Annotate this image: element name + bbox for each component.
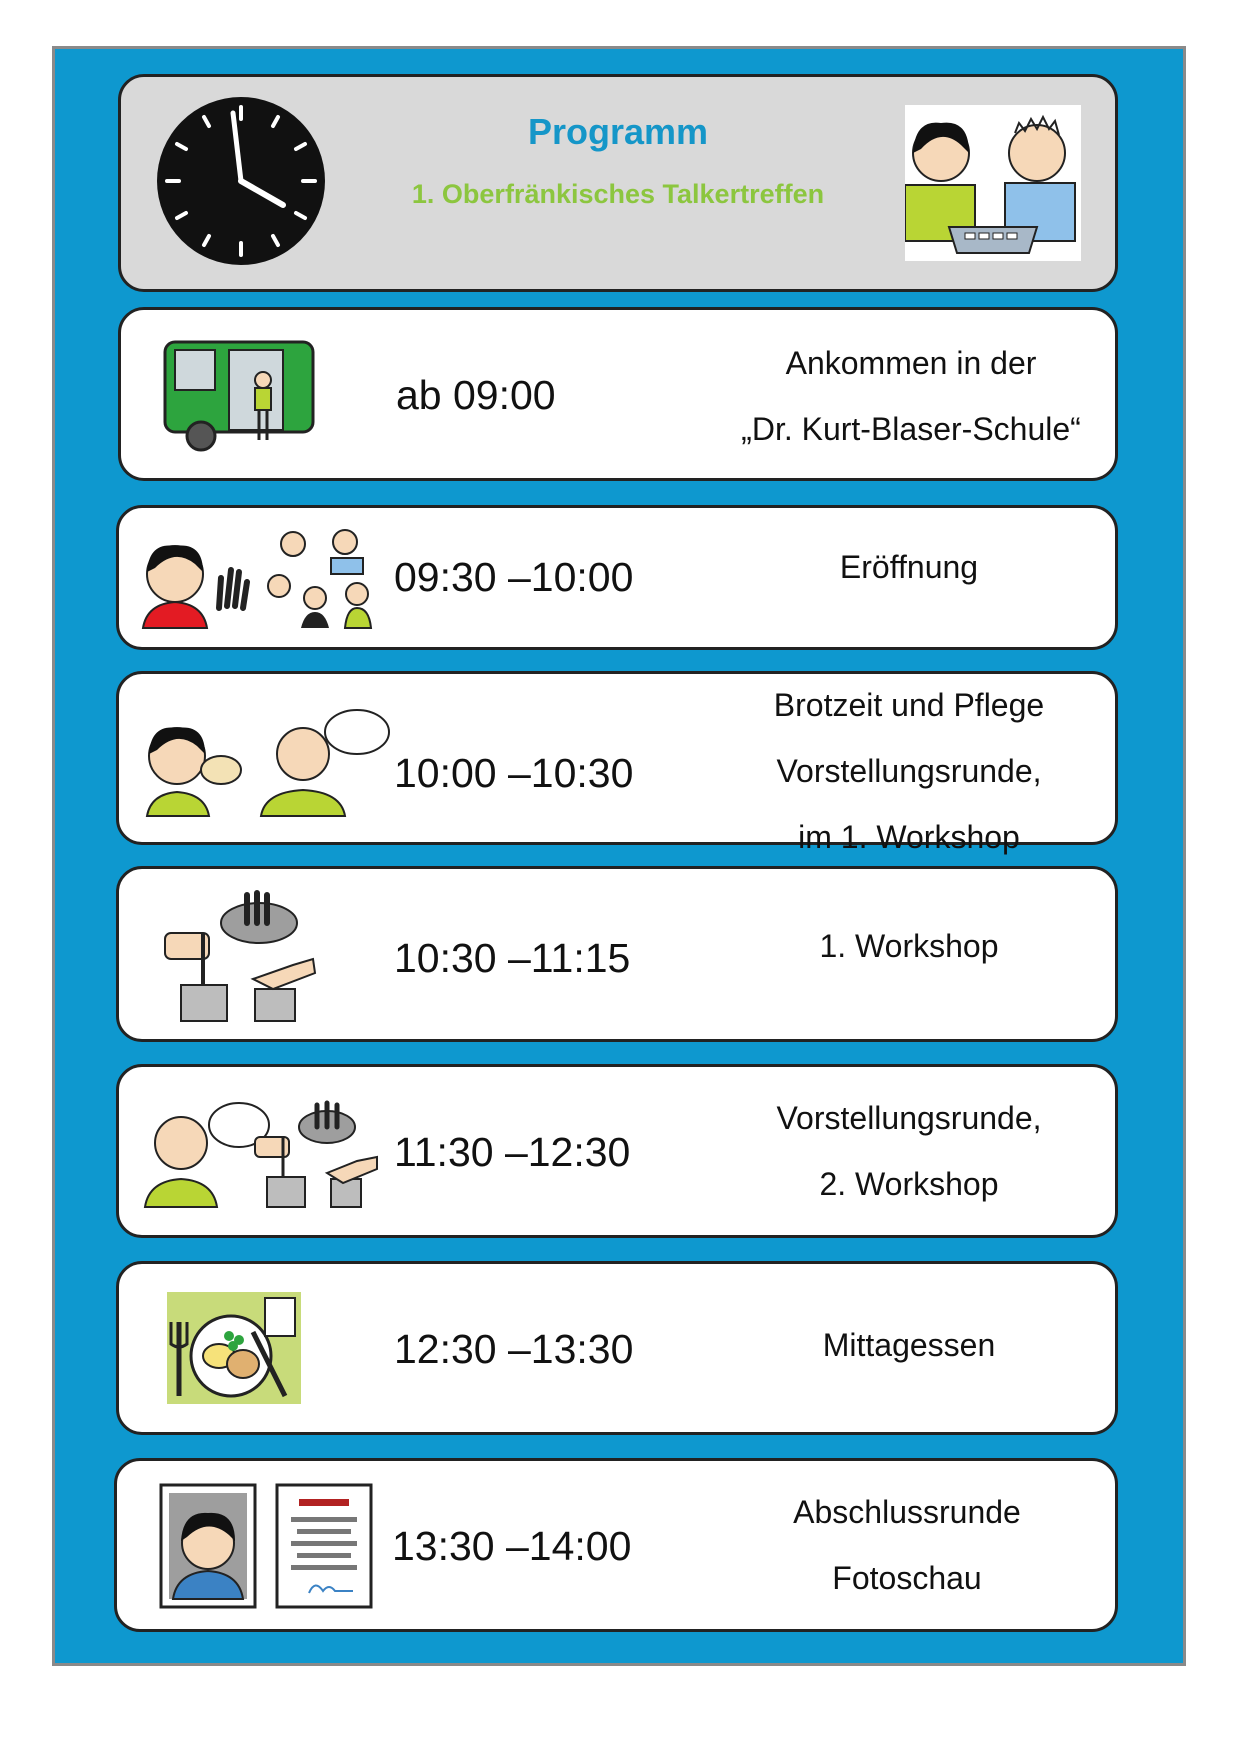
talker-people-icon <box>905 105 1081 261</box>
schedule-row <box>116 1064 1118 1238</box>
row-time: ab 09:00 <box>396 372 556 418</box>
schedule-row <box>116 866 1118 1042</box>
page-subtitle: 1. Oberfränkisches Talkertreffen <box>411 179 825 209</box>
eating-talking-icon <box>143 708 393 818</box>
row-description: 1. Workshop <box>819 928 999 964</box>
row-time: 09:30 –10:00 <box>394 554 634 600</box>
row-time: 10:00 –10:30 <box>394 750 634 796</box>
row-time: 10:30 –11:15 <box>394 935 631 981</box>
header-card <box>118 74 1118 292</box>
workshop-hands-icon <box>163 889 319 1023</box>
bus-icon <box>163 340 315 452</box>
meal-plate-icon <box>167 1292 301 1404</box>
row-description: Abschlussrunde Fotoschau <box>793 1494 1021 1596</box>
row-description: Vorstellungsrunde, 2. Workshop <box>776 1100 1042 1202</box>
row-time: 11:30 –12:30 <box>394 1129 631 1175</box>
greeting-group-icon <box>139 528 375 630</box>
schedule-row <box>118 307 1118 481</box>
row-description: Eröffnung <box>839 549 979 585</box>
row-time: 12:30 –13:30 <box>394 1326 634 1372</box>
photo-certificate-icon <box>159 1483 373 1611</box>
page-title: Programm <box>527 111 709 152</box>
schedule-row <box>116 671 1118 855</box>
row-time: 13:30 –14:00 <box>392 1523 632 1569</box>
row-description: Ankommen in der „Dr. Kurt-Blaser-Schule“ <box>741 345 1081 447</box>
schedule-row <box>116 505 1118 650</box>
row-description: Brotzeit und Pflege Vorstellungsrunde, im 1. Workshop <box>773 687 1045 855</box>
row-description: Mittagessen <box>822 1327 996 1363</box>
talk-workshop-icon <box>143 1097 379 1209</box>
schedule-row <box>116 1261 1118 1435</box>
schedule-row <box>114 1458 1118 1632</box>
